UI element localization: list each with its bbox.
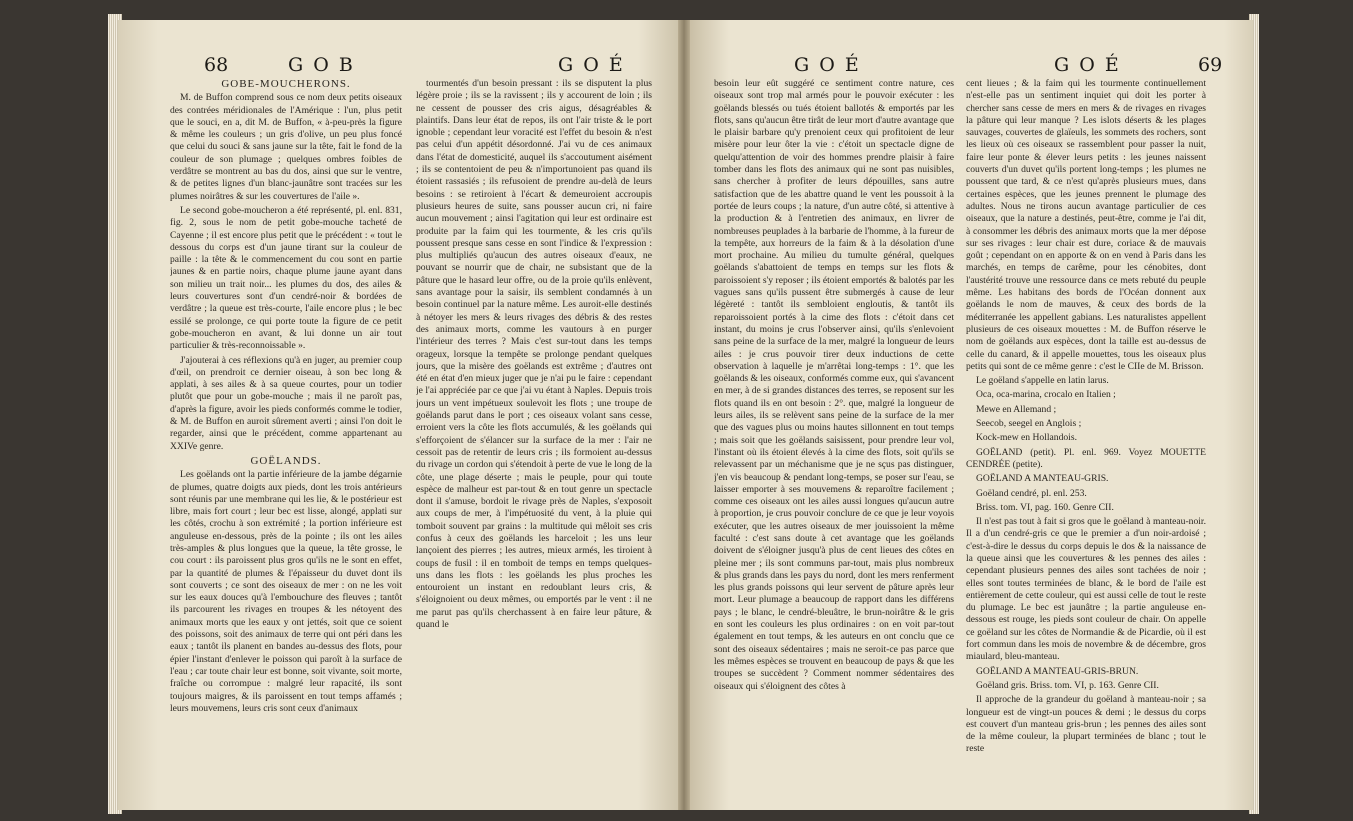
paragraph: Les goëlands ont la partie inférieure de la jambe dégarnie de plumes, quatre doigts aux pieds, dont les trois antérieurs sont réunis par une membrane qui les lie, & le postérieur est libre, mais fort court ; leur bec est lisse, alongé, applati sur les côtés, crochu à son extrémité ; la portion inférieure est anguleuse en-dessous, près de la pointe ; ils ont les ailes très-amples & plus longues que la queue, la tête grosse, le cou court : ils paroissent plus gros qu'ils ne le sont en effet, par la quantité de plumes & l'épaisseur du duvet dont ils sont couverts ; ce sont des oiseaux de mer : on ne les voit sur les eaux douces qu'à l'embouchure des fleuves ; tantôt ils parcourent les rivages en troupes & les nétoyent des animaux morts que les eaux y ont jettés, soit que ce soient des poissons, soit des animaux de terre qui ont péri dans les eaux ; tantôt ils planent en bandes au-dessus des flots, pour épier l'instant d'enlever le poisson qui paroît à la surface de l'eau ; car toute chair leur est bonne, soit vivante, soit morte, fraîche ou corrompue : malgré leur rapacité, ils sont toujours maigres, & ils paroissent en tout temps affamés ; leurs mouvemens, leurs cris sont ceux d'animaux [170, 469, 402, 714]
paragraph: cent lieues ; & la faim qui les tourmente continuellement n'est-elle pas un sentiment inquiet qui doit les porter à chercher sans cesse de mers en mers & de rivages en rivages la pâture qui leur manque ? Les islots déserts & les plages sauvages, couvertes de glaïeuls, les sommets des rochers, sont les lieux où ces oiseaux se rassemblent pour passer la nuit, faire leur ponte & élever leurs petits : les jeunes naissent couverts d'un duvet qu'ils portent long-temps ; les plumes ne poussent que tard, & ce n'est qu'après plusieurs mues, dans certaines espèces, que les jeunes prennent le plumage des adultes. Nous ne tirons aucun avantage particulier de ces oiseaux, que la nature a destinés, peut-être, comme je l'ai dit, à consommer les débris des animaux morts que la mer dépose sur ses rivages : leur chair est dure, coriace & de mauvais goût ; cependant on en apporte & on en vend à Paris dans les marchés, en temps de carême, pour les cénobites, dont l'austérité trouve une ressource dans ce mets rebuté du peuple même. Les habitans des bords de l'Océan donnent aux goëlands le nom de mauves, & ceux des bords de la méditerranée les appellent gabians. Les naturalistes appellent plusieurs de ces oiseaux mouettes : M. de Buffon réserve le nom de goëlands aux espèces, dont la taille est au-dessus de celle du canard, & il appelle mouettes, tous les oiseaux plus petits qui sont de ce même genre : c'est le CIIe de M. Brisson. [966, 78, 1206, 372]
paragraph: Le second gobe-moucheron a été représenté, pl. enl. 831, fig. 2, sous le nom de petit gobe-mouche tacheté de Cayenne ; il est encore plus petit que le précédent : « tout le dessous du corps est d'un jaune tirant sur la couleur de paille : la tête & le commencement du cou sont en partie jaunes & en partie noirs, chaque plume jaune ayant dans son milieu un trait noir... les plumes du dos, des ailes & leurs couvertures sont d'un cendré-noir & bordées de verdâtre ; la queue est très-courte, l'aile encore plus ; le bec essilé se prolonge, ce qui porte toute la figure de ce petit gobe-moucheron en avant, & lui donne un air tout particulier & très-reconnoissable ». [170, 204, 402, 352]
paragraph: M. de Buffon comprend sous ce nom deux petits oiseaux des contrées méridionales de l'Amérique : l'un, plus petit que le souci, en a, dit M. de Buffon, « à-peu-près la figure & même les couleurs ; un gris d'olive, un peu plus foncé que celui du souci & sans jaune sur la tête, fait le fond de la couleur de son plumage ; quelques ombres foibles de verdâtre se montrent au bas du dos, ainsi que sur le ventre, & de petites lignes d'un blanc-jaunâtre sont tracées sur les plumes noirâtres & sur les couvertures de l'aile ». [170, 92, 402, 202]
open-book [118, 20, 1253, 810]
paragraph: GOËLAND A MANTEAU-GRIS. [976, 473, 1109, 485]
paragraph: Oca, oca-marina, crocalo en Italien ; [976, 389, 1116, 401]
paragraph: Seecob, seegel en Anglois ; [976, 418, 1082, 430]
paragraph: Il approche de la grandeur du goëland à manteau-noir ; sa longueur est de vingt-un pouces & demi ; le dessus du corps est couvert d'un manteau gris-brun ; les pennes des ailes sont de la même couleur, la plupart terminées de blanc ; tout le reste [966, 694, 1206, 755]
paragraph: Briss. tom. VI, pag. 160. Genre CII. [976, 501, 1114, 513]
page-number-right: 69 [1198, 54, 1223, 76]
paragraph: Kock-mew en Hollandois. [976, 432, 1077, 444]
paragraph: besoin leur eût suggéré ce sentiment contre nature, ces oiseaux sont trop mal armés pour le pouvoir exécuter : les goëlands blessés ou tués étoient ballotés & emportés par les flots, sans qu'aucun être tirât de leur mort d'autre avantage que le plaisir barbare qu'y prenoient ceux qui profitoient de leur misère pour leur ôter la vie : c'étoit un spectacle digne de quelqu'attention de voir des hommes prendre plaisir à faire tomber dans les flots des animaux qui ne sont pas nuisibles, sans chercher à profiter de leurs dépouilles, sans autre satisfaction que de les abattre quand le vent les poussoit à la portée de leurs coups ; la nature, d'un autre côté, si attentive à la production & à l'entretien des animaux, en livrer de nombreuses peuplades à la barbarie de l'homme, à la fureur de la tempête, aux horreurs de la faim & à la désolation d'une mort prochaine. Au milieu du tumulte général, quelques goëlands s'abattoient de temps en temps sur les flots & paroissoient s'y reposer ; ils étoient emportés & balotés par les vagues sans qu'ils pussent être submergés à cause de leur légèreté : tantôt ils sembloient engloutis, & tantôt ils reparoissoient portés à la cime des flots : c'étoit dans cet instant, du moins je crus l'observer ainsi, qu'ils s'enlevoient sans peine de la surface de la mer, malgré la longueur de leurs ailes : je crus pouvoir tirer deux inductions de cette observation à laquelle je m'arrêtai long-temps : 1°. que les goëlands & les oiseaux, conformés comme eux, qui s'avancent en mer, à de si grandes distances des terres, se reposent sur les flots quand ils en ont besoin : 2°. que, malgré la longueur de leurs ailes, ils se relèvent sans peine de la surface de la mer que des vagues plus ou moins hautes sillonnent en tout temps ; mais soit que les goëlands saisissent, pour prendre leur vol, l'instant où ils étoient élevés à la cime des flots, soit qu'ils se relevassent par un méchanisme que je ne sçus pas distinguer, j'en vis beaucoup & pendant long-temps, se poser sur l'eau, se laisser emporter à ses mouvemens & reparoître facilement ; comme ces oiseaux ont les ailes aussi longues qu'aucun autre à proportion, je crus pouvoir conclure de ce que je leur voyois exécuter, que les autres oiseaux de mer jouissoient la même faculté : c'est sans doute à cet avantage que les goëlands doivent de s'éloigner jusqu'à plus de cent lieues des côtes en pleine mer ; ils sont communs par-tout, mais plus nombreux & plus grands dans les pays du nord, dont les mers renferment les plus grands poissons qui leur servent de pâture après leur mort. Leur plumage a beaucoup de rapport dans les différens pays ; le blanc, le cendré-bleuâtre, le brun-noirâtre & le gris en sont les couleurs les plus ordinaires : on en voit par-tout également en tout temps, & les auteurs en ont conclu que ce sont des oiseaux sédentaires ; mais ne seroit-ce pas parce que les mêmes espèces se trouvent en beaucoup de pays & que les troupes se succèdent ? Comment nommer sédentaires des oiseaux qui s'éloignent des côtes à [714, 78, 954, 692]
paragraph: GOËLAND A MANTEAU-GRIS-BRUN. [976, 665, 1139, 677]
paragraph: Il n'est pas tout à fait si gros que le goëland à manteau-noir. Il a d'un cendré-gris ce que le premier a d'un noir-ardoisé ; c'est-à-dire le dessus du corps depuis le dos & la naissance de la queue ainsi que les couvertures & les pennes des ailes : cependant plusieurs pennes des ailes sont tachées de noir ; elles sont toutes terminées de blanc, & le bord de l'aile est entièrement de cette couleur, qui est aussi celle de tout le reste du plumage. Le bec est jaunâtre ; la partie anguleuse en-dessous est rouge, les pieds sont couleur de chair. On appelle ce goëland sur les côtes de Normandie & de Picardie, où il est fort commun dans les mois de novembre & de décembre, gros miaulard, bleu-manteau. [966, 516, 1206, 663]
right-column-2 [966, 78, 1206, 798]
book-gutter [678, 20, 690, 810]
running-head-right-col1: G O É [794, 54, 861, 76]
paragraph: Mewe en Allemand ; [976, 403, 1057, 415]
running-head-left: G O B [288, 54, 355, 76]
right-page [684, 20, 1253, 810]
paragraph: J'ajouterai à ces réflexions qu'à en juger, au premier coup d'œil, on prendroit ce dernier oiseau, à son bec long & applati, à ses ailes & à sa queue courtes, pour un todier plutôt que pour un gobe-mouche ; mais il ne paroît pas, d'après la figure, avoir les pieds conformés comme le todier, & M. de Buffon en auroit sûrement averti ; ainsi l'on doit le regarder, ainsi que le précédent, comme appartenant au XXIVe genre. [170, 354, 402, 452]
paragraph: Goëland cendré, pl. enl. 253. [976, 487, 1087, 499]
running-head-left-col2: G O É [558, 54, 625, 76]
paragraph: Goëland gris. Briss. tom. VI, p. 163. Genre CII. [976, 679, 1159, 691]
heading-gobe-moucherons: GOBE-MOUCHERONS. [221, 78, 351, 90]
left-column-1 [170, 78, 402, 798]
paragraph: tourmentés d'un besoin pressant : ils se disputent la plus légère proie ; ils se la ravissent ; ils y accourent de loin ; ils ne cessent de pousser des cris aigus, désagréables & plaintifs. Dans leur état de repos, ils ont l'air triste & le port ignoble ; cependant leur voracité est l'effet du besoin & n'est pas celui d'un appétit désordonné. J'ai vu de ces animaux dans l'état de domesticité, auquel ils s'accoutument aisément ; ils se contentoient de peu & n'importunoient pas quand ils étoient rassasiés ; ils refusoient de prendre au-delà de leurs besoins : se retiroient à l'écart & demeuroient accroupis plusieurs heures de suite, sans pousser aucun cri, ni faire aucun mouvement ; ainsi l'agitation qui leur est ordinaire est produite par la faim qui les tourmente, & les cris qu'ils poussent presque sans cesse en sont l'indice & l'expression : plus multipliés qu'aucun des autres oiseaux d'eaux, ne pouvant se nourrir que de chair, ne subsistant que de la pâture que le hasard leur offre, ou de la proie qu'ils enlèvent, sans avantage pour la saisir, ils semblent condamnés à un besoin continuel par la nature même. Les auroit-elle destinés à nétoyer les mers & leurs rivages des débris & des restes des animaux morts, comme les vautours à en purger l'intérieur des terres ? Mais c'est sur-tout dans les temps orageux, lorsque la tempête se prolonge pendant quelques jours, que la misère des goëlands est extrême ; d'autres ont été en état d'en mieux juger que je n'ai pu le faire : cependant je l'ai appréciée par ce que j'ai vu étant à Naples. Depuis trois jours un vent impétueux soulevoit les flots ; une troupe de goëlands parut dans le port ; ces oiseaux volant sans cesse, erroient vers la côte les flots accumulés, & les goëlands qui s'efforçoient de s'élancer sur la surface de la mer : l'air ne cessoit pas de retentir de leurs cris ; ils formoient au-dessus du rivage un cordon qui s'étendoit à perte de vue le long de la côte, une plage déserte ; mais le peuple, pour qui toute espèce de malheur est par-tout & en tout genre un spectacle dont il s'amuse, bordoit le rivage près de Naples, s'exposoit aux coups de mer, à l'impétuosité du vent, à la pluie qui tomboit souvent par grains : la multitude qui mêloit ses cris confus à ceux des goëlands les harceloit ; les uns leur lançoient des pierres ; les autres, mieux armés, les tiroient à coups de fusil : il en tomboit de temps en temps quelques-uns dans les flots : les goëlands les plus proches les entouroient un instant en redoublant leurs cris, & s'éloignoient ou deux mêmes, ou emportés par le vent : il ne me parut pas qu'ils cherchassent à en faire leur pâture, & quand le [416, 78, 652, 631]
left-column-2 [416, 78, 652, 798]
paragraph: GOËLAND (petit). Pl. enl. 969. Voyez MOUETTE CENDRÉE (petite). [966, 446, 1206, 470]
right-column-1 [714, 78, 954, 798]
heading-goelands: GOËLANDS. [250, 454, 322, 467]
running-head-right: G O É [1054, 54, 1121, 76]
left-page [118, 20, 684, 810]
page-number-left: 68 [204, 54, 229, 76]
paragraph: Le goëland s'appelle en latin larus. [976, 375, 1109, 387]
